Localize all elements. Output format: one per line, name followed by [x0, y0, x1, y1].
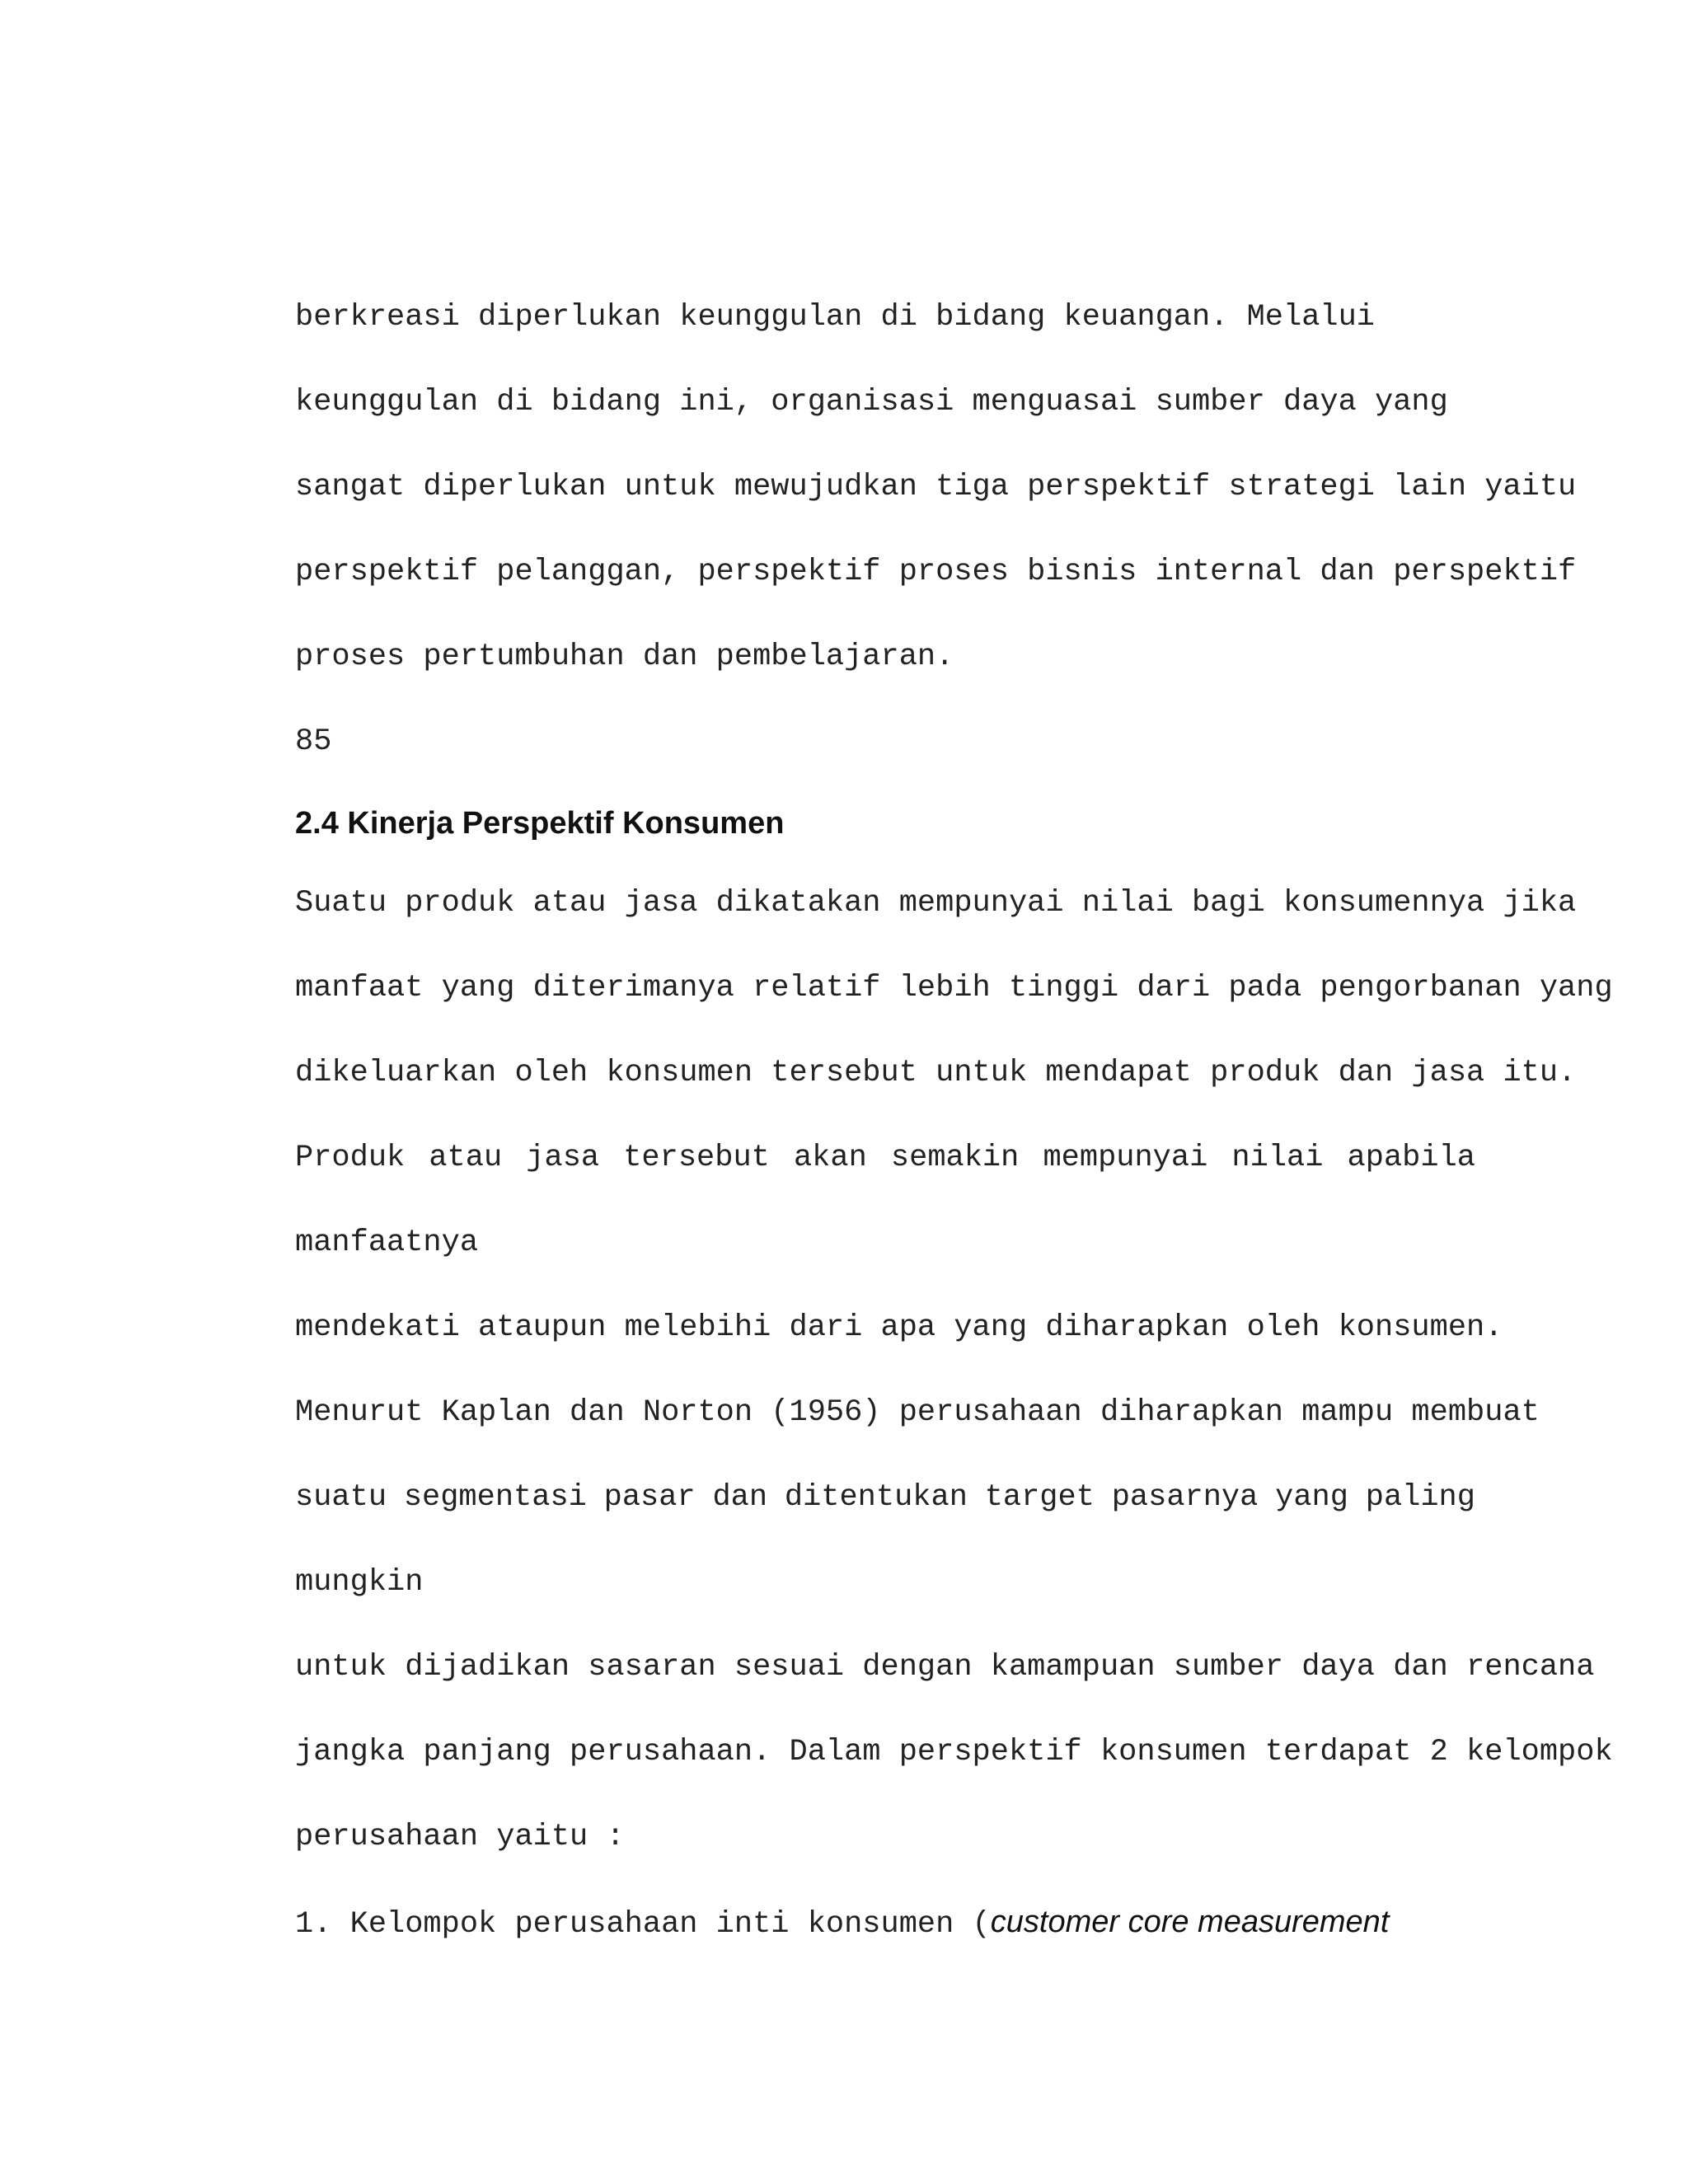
word: target	[984, 1480, 1095, 1515]
word: paling	[1365, 1480, 1475, 1515]
paragraph-line: keunggulan di bidang ini, organisasi menguasai sumber daya yang	[295, 385, 1448, 419]
page-number: 85	[295, 724, 332, 759]
list-item-text: 1. Kelompok perusahaan inti konsumen (	[295, 1907, 991, 1942]
word: dan	[712, 1480, 768, 1515]
word: Produk	[295, 1141, 406, 1175]
paragraph-line: untuk dijadikan sasaran sesuai dengan kamampuan sumber daya dan rencana	[295, 1650, 1595, 1685]
word: pasar	[603, 1480, 696, 1515]
word: nilai	[1231, 1141, 1324, 1175]
paragraph-line: perspektif pelanggan, perspektif proses bisnis internal dan perspektif	[295, 555, 1577, 589]
word: jasa	[526, 1141, 600, 1175]
paragraph-line: Menurut Kaplan dan Norton (1956) perusahaan diharapkan mampu membuat	[295, 1395, 1540, 1430]
section-heading: 2.4 Kinerja Perspektif Konsumen	[295, 806, 785, 841]
paragraph-line: mendekati ataupun melebihi dari apa yang diharapkan oleh konsumen.	[295, 1310, 1503, 1345]
list-item	[295, 1904, 1389, 1943]
word: suatu	[295, 1480, 387, 1515]
paragraph-line: manfaat yang diterimanya relatif lebih tinggi dari pada pengorbanan yang	[295, 971, 1613, 1005]
word: mempunyai	[1043, 1141, 1208, 1175]
word: yang	[1275, 1480, 1348, 1515]
word: pasarnya	[1111, 1480, 1259, 1515]
paragraph-line: dikeluarkan oleh konsumen tersebut untuk mendapat produk dan jasa itu.	[295, 1056, 1577, 1090]
word: atau	[429, 1141, 503, 1175]
word: segmentasi	[403, 1480, 587, 1515]
word: apabila	[1347, 1141, 1475, 1175]
paragraph-line: jangka panjang perusahaan. Dalam perspektif konsumen terdapat 2 kelompok	[295, 1735, 1613, 1769]
word: ditentukan	[784, 1480, 968, 1515]
paragraph-line: berkreasi diperlukan keunggulan di bidang keuangan. Melalui	[295, 300, 1376, 335]
paragraph-line: perusahaan yaitu :	[295, 1820, 625, 1854]
paragraph-line: Suatu produk atau jasa dikatakan mempunyai nilai bagi konsumennya jika	[295, 886, 1577, 921]
paragraph-line: manfaatnya	[295, 1226, 479, 1260]
paragraph-line: mungkin	[295, 1565, 424, 1600]
justified-paragraph-line	[295, 1140, 1475, 1176]
word: akan	[793, 1141, 867, 1175]
paragraph-line: proses pertumbuhan dan pembelajaran.	[295, 640, 954, 674]
word: tersebut	[623, 1141, 770, 1175]
word: semakin	[890, 1141, 1020, 1175]
list-item-italic-term: customer core measurement	[990, 1905, 1390, 1939]
paragraph-line: sangat diperlukan untuk mewujudkan tiga perspektif strategi lain yaitu	[295, 470, 1577, 504]
justified-paragraph-line	[295, 1479, 1475, 1516]
